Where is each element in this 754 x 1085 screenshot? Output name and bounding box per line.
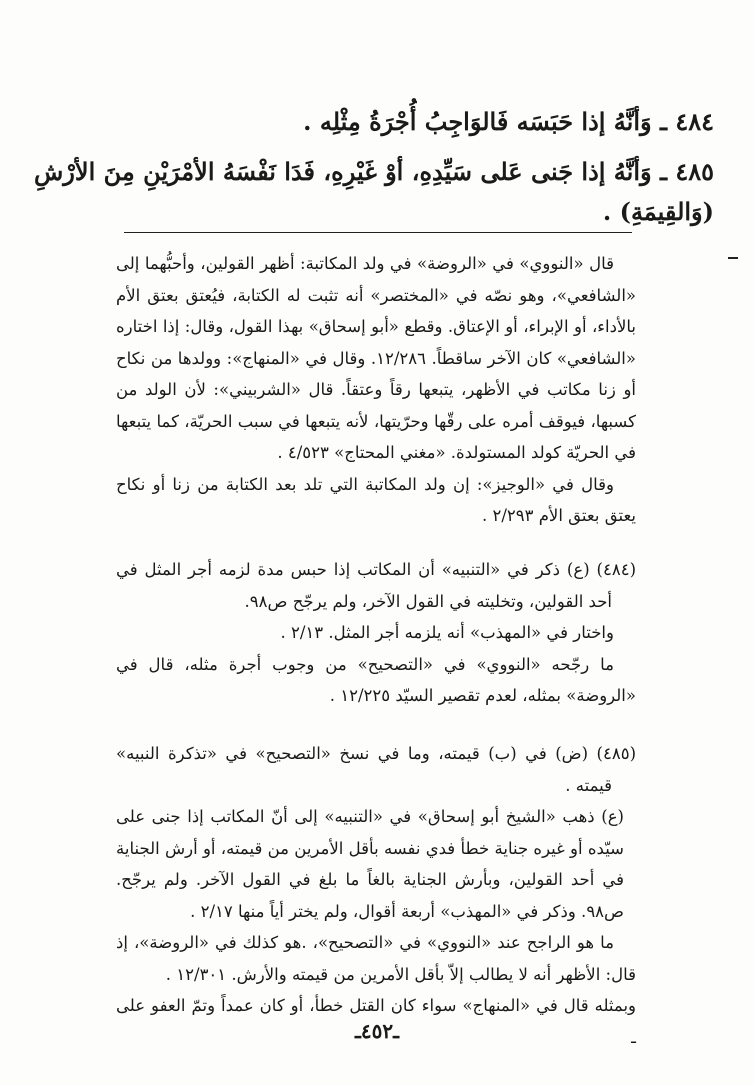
verse-text: وَأنَّهُ إذا جَنى عَلى سَيِّدِهِ، أوْ غَيْرِهِ، فَدَا نَفْسَهُ الأمْرَيْنِ مِنَ الأرْشِ (وَالقِيمَةِ) . <box>34 157 714 226</box>
note-paragraph: (ع) ذهب «الشيخ أبو إسحاق» في «التنبيه» إلى أنّ المكاتب إذا جنى على سيّده أو غيره جناية خطأ فدي نفسه بأقل الأمرين من قيمته، أو أرش الجناية في أحد القولين، وبأرش الجناية بالغاً ما بلغ في القول الآخر. ولم يرجّح. ص٩٨. وذكر في «المهذب» أربعة أقوال، ولم يختر أياً منها ٢/١٧ . <box>116 807 624 921</box>
note-paragraph: (٤٨٥) (ض) في (ب) قيمته، وما في نسخ «التصحيح» في «تذكرة النبيه» قيمته . <box>116 744 636 795</box>
verse-number: ٤٨٥ ـ <box>659 157 714 186</box>
note-paragraph: (٤٨٤) (ع) ذكر في «التنبيه» أن المكاتب إذا حبس مدة لزمه أجر المثل في أحد القولين، وتخليته في القول الآخر، ولم يرجّح ص٩٨. <box>116 560 636 611</box>
footnote-separator <box>124 232 632 233</box>
verse-484 <box>34 102 714 142</box>
footnote-marker-dash <box>728 257 738 259</box>
note-485 <box>116 738 636 1053</box>
verse-485 <box>34 152 714 232</box>
commentary-paragraph: قال «النووي» في «الروضة» في ولد المكاتبة: أظهر القولين، وأحبُّهما إلى «الشافعي»، وهو نصّه في «المختصر» أنه تثبت له الكتابة، فيُعتق بعتق الأم بالأداء، أو الإبراء، أو الإعتاق. وقطع «أبو إسحاق» بهذا القول، وقال: إذا اختاره «الشافعي» كان الآخر ساقطاً. ١٢/٢٨٦. وقال في «المنهاج»: وولدها من نكاح أو زنا مكاتب في الأظهر، يتبعها رقاً وعتقاً. قال «الشربيني»: لأن الولد من كسبها، فيوقف أمره على رقّها وحرّيتها، لأنه يتبعها في سبب الحريّة، كما يتبعها في الحريّة كولد المستولدة. «مغني المحتاج» ٤/٥٢٣ . <box>116 254 636 462</box>
note-paragraph: ما هو الراجح عند «النووي» في «التصحيح»، .هو كذلك في «الروضة»، إذ قال: الأظهر أنه لا يطالب إلاّ بأقل الأمرين من قيمته والأرش. ١٢/٣٠١ . <box>116 933 636 984</box>
commentary-paragraph: وقال في «الوجيز»: إن ولد المكاتبة التي تلد بعد الكتابة من زنا أو نكاح يعتق بعتق الأم ٢/٢٩٣ . <box>116 474 636 525</box>
verse-text: وَأنَّهُ إذا حَبَسَه فَالوَاجِبُ أُجْرَةُ مِثْلِه . <box>303 107 652 136</box>
commentary-main <box>116 248 636 532</box>
verse-number: ٤٨٤ ـ <box>659 107 714 136</box>
page-number: ـ٤٥٢ـ <box>355 1019 399 1043</box>
note-paragraph: وبمثله قال في «المنهاج» سواء كان القتل خطأ، أو كان عمداً وتمّ العفو على ـ <box>116 996 636 1047</box>
note-paragraph: ما رجّحه «النووي» في «التصحيح» من وجوب أجرة مثله، قال في «الروضة» بمثله، لعدم تقصير السيّد ١٢/٢٢٥ . <box>116 654 636 705</box>
note-paragraph: واختار في «المهذب» أنه يلزمه أجر المثل. ٢/١٣ . <box>280 623 614 642</box>
note-484 <box>116 554 636 712</box>
